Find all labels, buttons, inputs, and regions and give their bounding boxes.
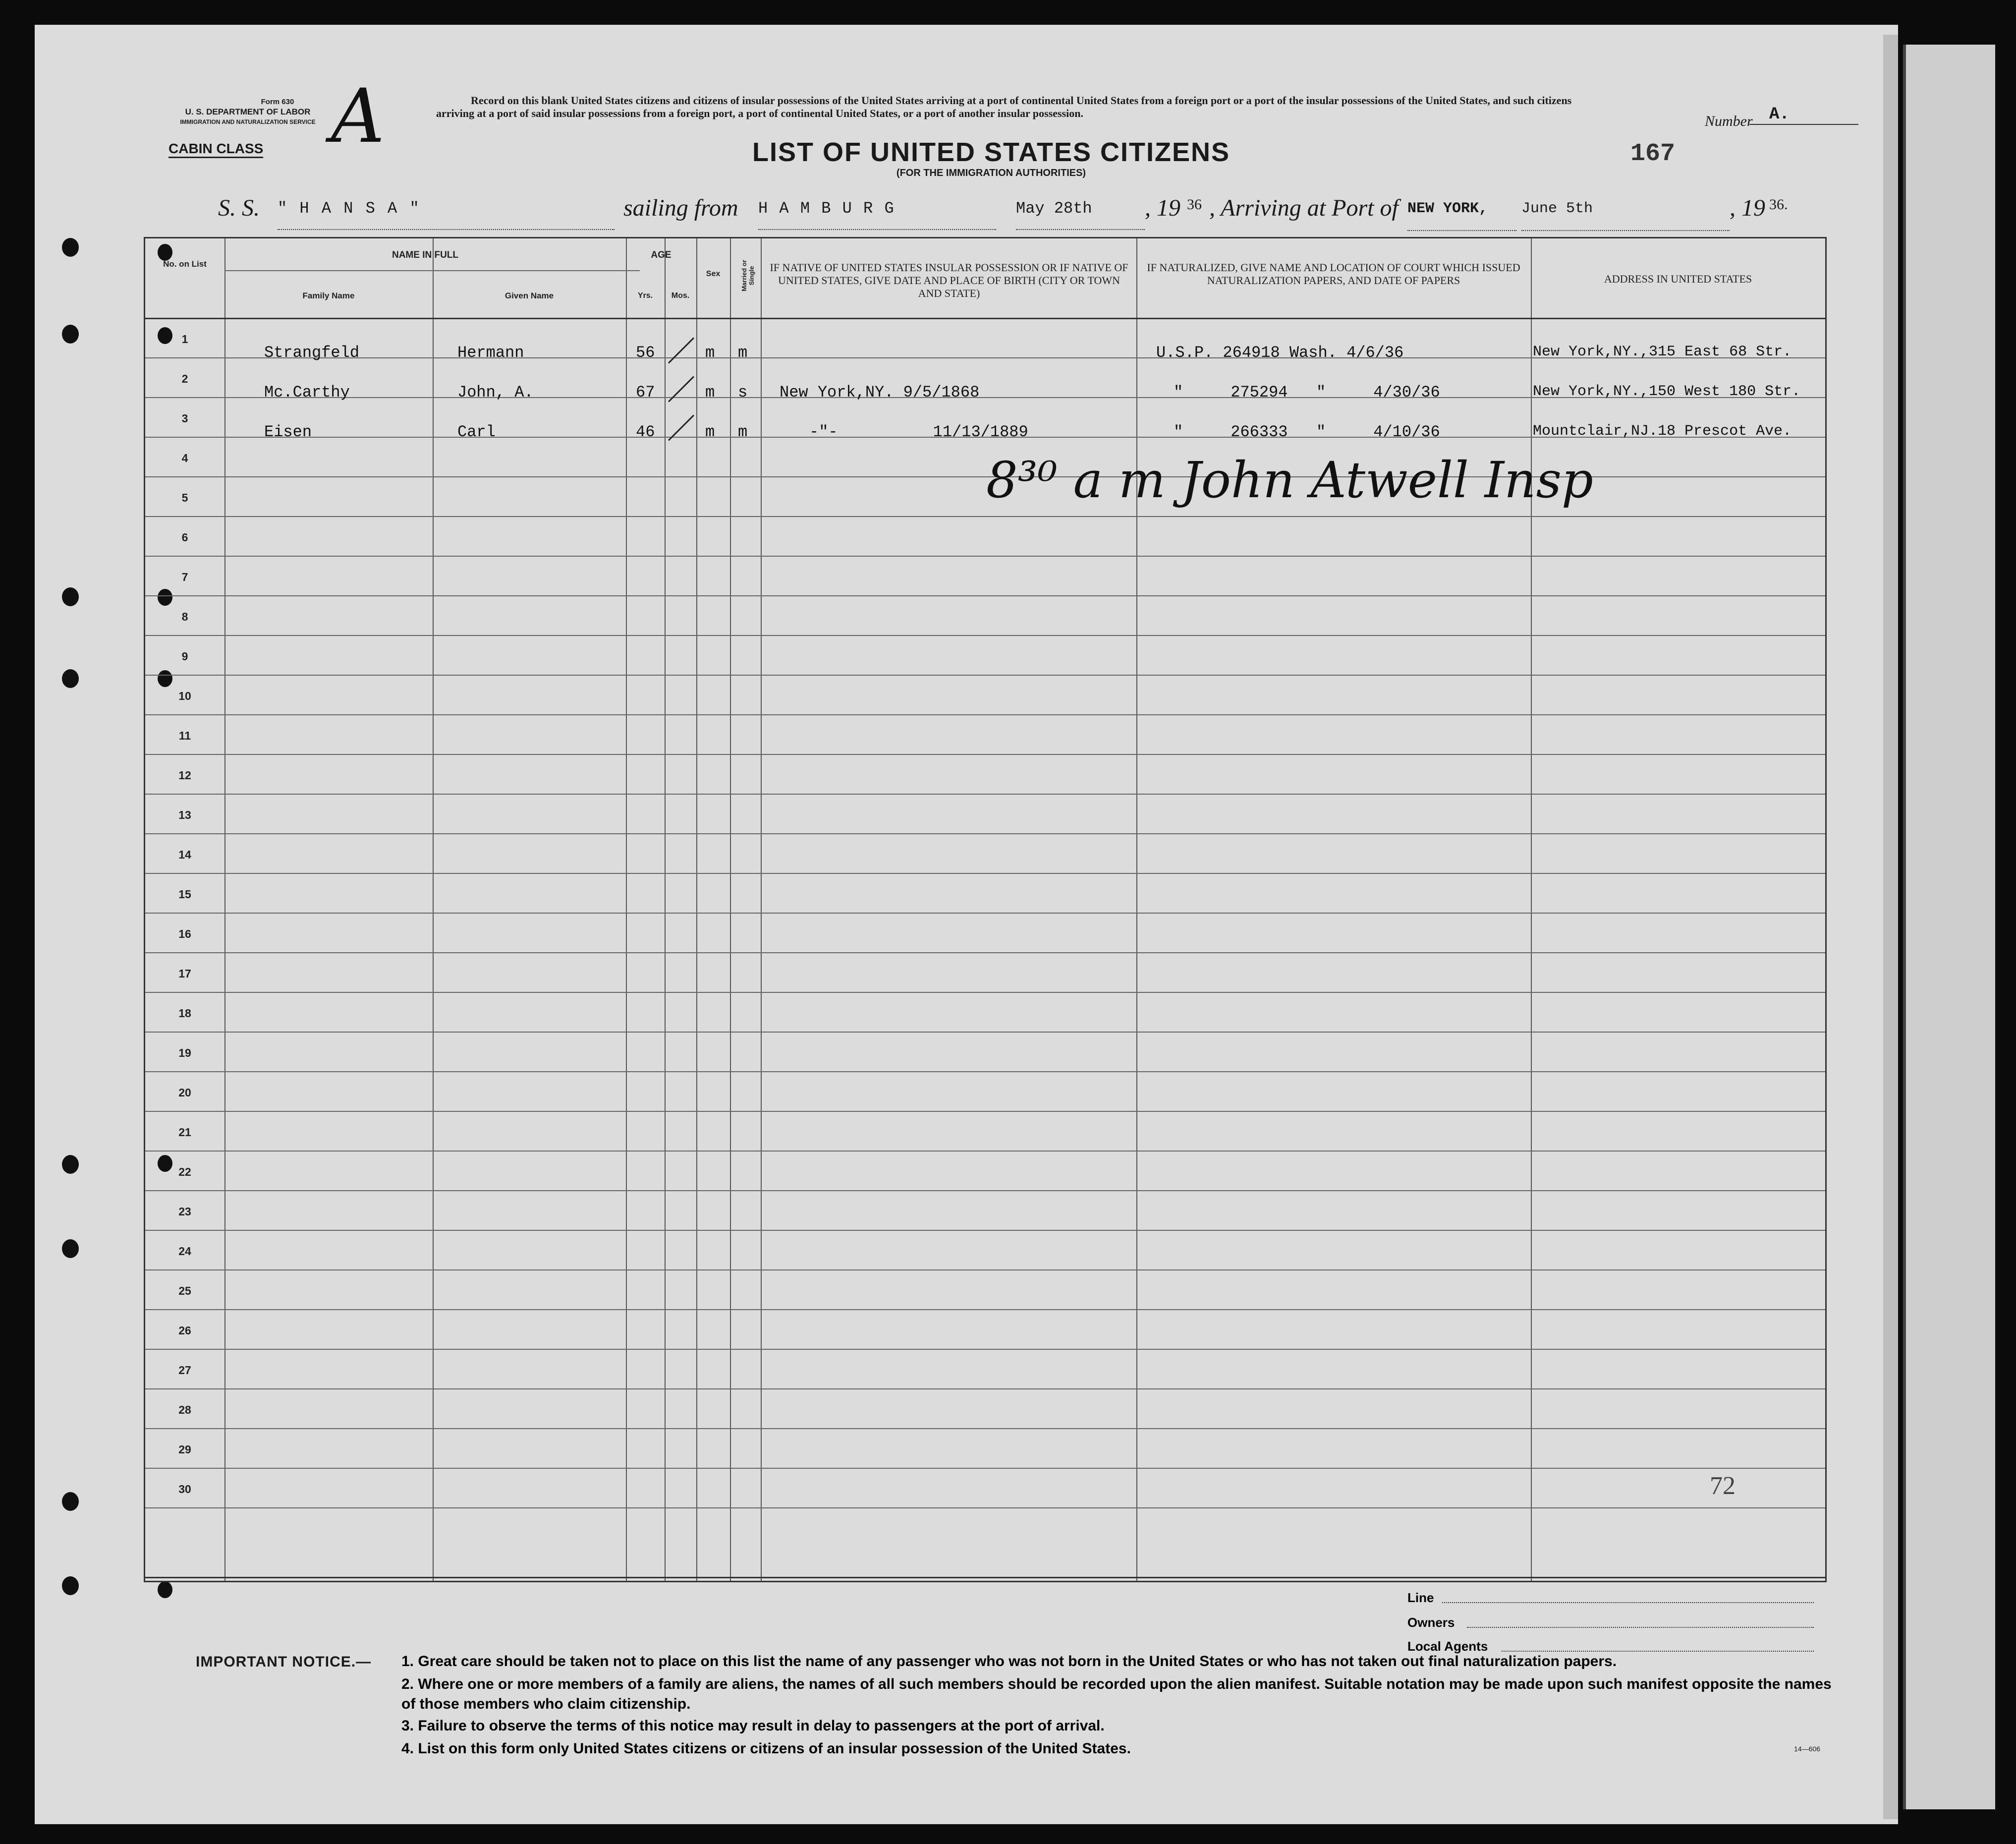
owners-field <box>1467 1627 1814 1628</box>
line-field <box>1442 1602 1814 1603</box>
owners-label: Owners <box>1407 1615 1455 1630</box>
family-name-cell: Strangfeld <box>264 344 360 362</box>
naturalization-cell: U.S.P. 264918 Wash. 4/6/36 <box>1156 344 1404 362</box>
page-title: LIST OF UNITED STATES CITIZENS <box>752 137 1230 167</box>
notice-item-3: 3. Failure to observe the terms of this notice may result in delay to passengers at the port of arrival. <box>401 1718 1105 1734</box>
form-identifier <box>144 97 352 127</box>
row-rule <box>145 913 1825 914</box>
row-rule <box>145 1309 1825 1310</box>
header-naturalized: IF NATURALIZED, GIVE NAME AND LOCATION OF COURT WHICH ISSUED NATURALIZATION PAPERS, AND DATE OF PAPERS <box>1147 261 1520 287</box>
col-divider <box>1136 238 1137 1581</box>
sex-cell: m <box>705 344 715 362</box>
row-number: 28 <box>178 1403 191 1416</box>
row-rule <box>145 1151 1825 1152</box>
header-age: AGE <box>651 250 672 260</box>
header-sex: Sex <box>706 270 721 278</box>
number-value: A. <box>1749 105 1858 125</box>
age-slash-mark <box>668 337 694 363</box>
header-given-name: Given Name <box>504 291 554 300</box>
row-number: 19 <box>178 1046 191 1059</box>
row-rule <box>145 1428 1825 1429</box>
row-number: 23 <box>178 1205 191 1218</box>
row-number: 22 <box>178 1165 191 1178</box>
header-no: No. on List <box>163 259 207 269</box>
punch-hole <box>62 1576 79 1595</box>
citizens-table <box>144 237 1827 1582</box>
notice-item-2: 2. Where one or more members of a family are aliens, the names of all such members should be recorded upon the alien manifest. Suitable notation may be made upon such manifest opposite the names of those members who claim citizenship. <box>401 1676 1832 1712</box>
row-number: 12 <box>178 769 191 782</box>
marital-cell: s <box>738 383 748 402</box>
punch-hole <box>158 1581 172 1598</box>
row-rule <box>145 1032 1825 1033</box>
punch-hole <box>62 1155 79 1174</box>
sail-year: 36 <box>1187 196 1202 213</box>
ss-label: S. S. <box>218 195 260 221</box>
service-name: IMMIGRATION AND NATURALIZATION SERVICE <box>180 118 316 125</box>
number-label: Number <box>1705 113 1753 129</box>
col-divider <box>433 238 434 1581</box>
birth-cell: -"- 11/13/1889 <box>809 423 1028 441</box>
family-name-cell: Mc.Carthy <box>264 383 350 402</box>
header-name-in-full: NAME IN FULL <box>392 250 459 260</box>
departure-port: H A M B U R G <box>758 194 996 230</box>
row-rule <box>145 556 1825 557</box>
form-code: 14—606 <box>1794 1745 1820 1753</box>
row-number: 27 <box>178 1364 191 1377</box>
row-rule <box>145 1269 1825 1270</box>
notice-item-1: 1. Great care should be taken not to place on this list the name of any passenger who was not born in the United States or who has not taken out final naturalization papers. <box>401 1653 1617 1670</box>
header-family-name: Family Name <box>302 291 355 300</box>
row-number: 13 <box>178 808 191 821</box>
row-number: 7 <box>181 571 188 583</box>
record-instructions: Record on this blank United States citizens and citizens of insular possessions of the United States arriving at a port of continental United States from a foreign port or a port of the insular possessions of the United States, and such citizens arriving at a port of said insular possessions from a foreign port, a port of continental United States, or a port of another insular possession. <box>436 94 1572 119</box>
row-rule <box>145 952 1825 953</box>
arriving-label: , Arriving at Port of <box>1209 195 1399 221</box>
row-rule <box>145 1507 1825 1508</box>
row-number: 15 <box>178 888 191 901</box>
col-divider <box>696 238 697 1581</box>
header-divider <box>224 270 640 271</box>
page-edge-right <box>1903 45 1995 1809</box>
row-rule <box>145 873 1825 874</box>
header-mos: Mos. <box>671 291 690 300</box>
row-number: 26 <box>178 1324 191 1337</box>
inspector-signature: 8³⁰ a m John Atwell Insp <box>986 451 1593 509</box>
handwritten-mark: A <box>331 73 385 160</box>
age-years-cell: 46 <box>636 423 655 441</box>
stamp-number: 167 <box>1630 140 1676 168</box>
row-rule <box>145 794 1825 795</box>
arrival-year-prefix: , 19 <box>1730 195 1765 221</box>
row-rule <box>145 992 1825 993</box>
row-rule <box>145 635 1825 636</box>
row-rule <box>145 833 1825 834</box>
naturalization-cell: " 266333 " 4/10/36 <box>1174 423 1440 441</box>
row-rule <box>145 1190 1825 1191</box>
row-rule <box>145 1349 1825 1350</box>
notice-item-4: 4. List on this form only United States citizens or citizens of an insular possession of the United States. <box>401 1740 1131 1757</box>
row-rule <box>145 595 1825 596</box>
row-number: 5 <box>181 491 188 504</box>
row-rule <box>145 1230 1825 1231</box>
age-slash-mark <box>668 376 694 402</box>
row-number: 6 <box>181 531 188 544</box>
header-bottom <box>145 318 1825 319</box>
punch-hole <box>62 669 79 688</box>
row-rule <box>145 1388 1825 1389</box>
sail-date: May 28th <box>1016 194 1145 230</box>
row-rule <box>145 754 1825 755</box>
age-years-cell: 56 <box>636 344 655 362</box>
row-rule <box>145 714 1825 715</box>
col-divider <box>730 238 731 1581</box>
row-number: 29 <box>178 1443 191 1456</box>
sex-cell: m <box>705 423 715 441</box>
header-native: IF NATIVE OF UNITED STATES INSULAR POSSESSION OR IF NATIVE OF UNITED STATES, GIVE DATE AND PLACE OF BIRTH (CITY OR TOWN AND STATE) <box>770 261 1128 299</box>
col-divider <box>626 238 627 1581</box>
line-label: Line <box>1407 1590 1434 1605</box>
row-number: 24 <box>178 1245 191 1258</box>
punch-hole <box>62 325 79 344</box>
row-number: 21 <box>178 1126 191 1139</box>
row-number: 9 <box>181 650 188 663</box>
col-divider <box>1531 238 1532 1581</box>
form-number: Form 630 <box>261 98 294 106</box>
department-name: U. S. DEPARTMENT OF LABOR <box>185 107 311 116</box>
arrival-date: June 5th <box>1521 194 1730 231</box>
punch-hole <box>62 238 79 257</box>
ship-name: " H A N S A " <box>278 194 615 230</box>
row-number: 3 <box>181 412 188 425</box>
important-notice-heading: IMPORTANT NOTICE.— <box>196 1654 372 1670</box>
given-name-cell: John, A. <box>457 383 534 402</box>
birth-cell: New York,NY. 9/5/1868 <box>780 383 980 402</box>
row-rule <box>145 516 1825 517</box>
row-number: 17 <box>178 967 191 980</box>
punch-hole <box>62 1492 79 1511</box>
row-number: 11 <box>178 729 191 742</box>
page-edge <box>1883 35 1898 1819</box>
col-divider <box>224 238 225 1581</box>
row-rule <box>145 675 1825 676</box>
row-number: 2 <box>181 372 188 385</box>
arrival-port: NEW YORK, <box>1407 194 1516 231</box>
row-number: 18 <box>178 1007 191 1020</box>
naturalization-cell: " 275294 " 4/30/36 <box>1174 383 1440 402</box>
local-agents-label: Local Agents <box>1407 1639 1488 1654</box>
given-name-cell: Carl <box>457 423 496 441</box>
family-name-cell: Eisen <box>264 423 312 441</box>
marital-cell: m <box>738 344 748 362</box>
table-bottom <box>145 1577 1825 1578</box>
col-divider <box>761 238 762 1581</box>
sailing-label: sailing from <box>623 195 738 221</box>
header-address: ADDRESS IN UNITED STATES <box>1604 273 1752 285</box>
cabin-class-label: CABIN CLASS <box>168 141 263 158</box>
page-number: 72 <box>1710 1472 1736 1500</box>
row-number: 14 <box>178 848 191 861</box>
address-cell: New York,NY.,150 West 180 Str. <box>1533 383 1801 400</box>
row-number: 30 <box>178 1483 191 1496</box>
row-rule <box>145 1468 1825 1469</box>
row-rule <box>145 1071 1825 1072</box>
punch-hole <box>62 587 79 606</box>
arrival-year: 36. <box>1769 196 1788 213</box>
row-number: 10 <box>178 690 191 702</box>
row-rule <box>145 1111 1825 1112</box>
marital-cell: m <box>738 423 748 441</box>
age-years-cell: 67 <box>636 383 655 402</box>
address-cell: Mountclair,NJ.18 Prescot Ave. <box>1533 423 1792 440</box>
row-number: 25 <box>178 1284 191 1297</box>
col-divider <box>665 238 666 1581</box>
row-number: 20 <box>178 1086 191 1099</box>
header-yrs: Yrs. <box>637 291 653 300</box>
row-number: 16 <box>178 927 191 940</box>
punch-hole <box>62 1239 79 1258</box>
page-subtitle: (FOR THE IMMIGRATION AUTHORITIES) <box>896 168 1086 178</box>
given-name-cell: Hermann <box>457 344 524 362</box>
sex-cell: m <box>705 383 715 402</box>
row-number: 1 <box>181 333 188 346</box>
col-divider <box>1825 238 1826 1581</box>
sail-year-prefix: , 19 <box>1145 195 1180 221</box>
row-number: 8 <box>181 610 188 623</box>
row-number: 4 <box>181 452 188 464</box>
header-married: Married or Single <box>740 260 755 291</box>
address-cell: New York,NY.,315 East 68 Str. <box>1533 344 1792 360</box>
